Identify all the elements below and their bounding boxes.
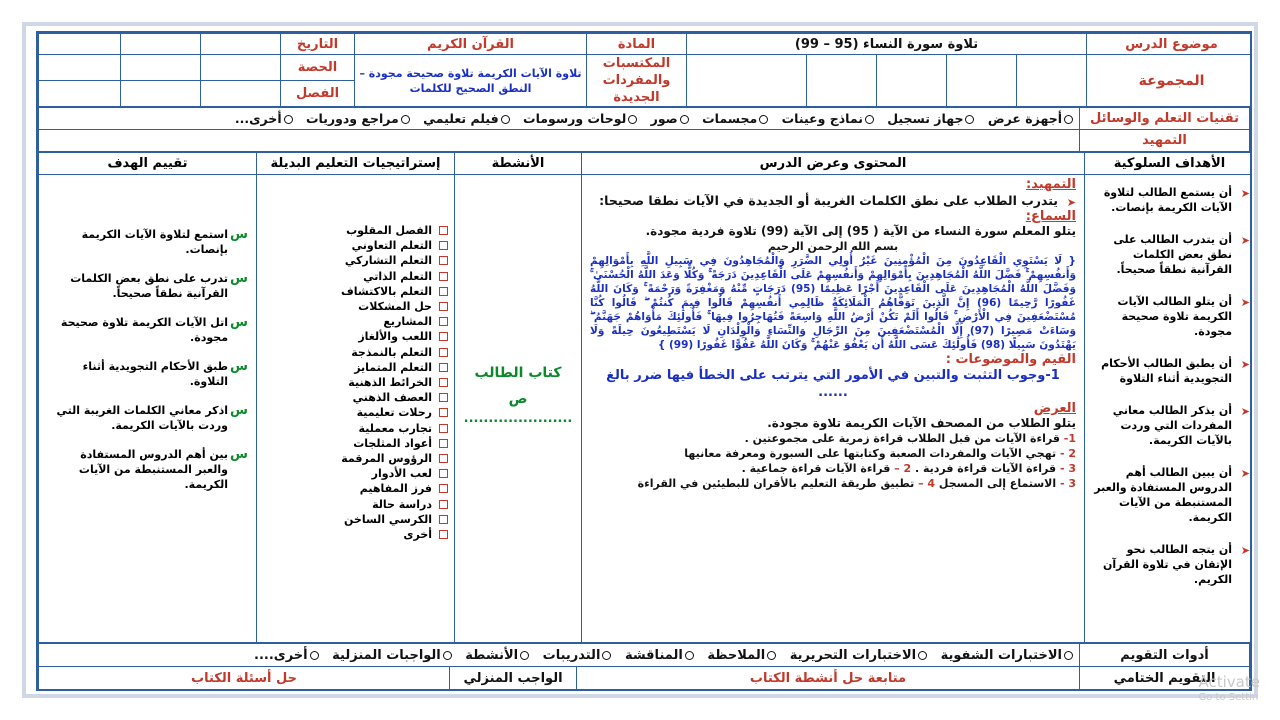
checkbox-icon <box>439 515 448 524</box>
subject-value: القرآن الكريم <box>355 34 587 55</box>
watermark-line-2: Go to Settin <box>1198 692 1259 703</box>
list-item: ➤ أن يتلو الطالب الآيات الكريمة تلاوة صحيحة مجودة. <box>1117 295 1250 338</box>
arrow-bullet-icon: ➤ <box>1240 405 1250 418</box>
class-cell-3[interactable] <box>39 81 121 107</box>
objectives-list <box>1085 175 1252 587</box>
assessment-option[interactable]: الملاحظة <box>707 648 776 663</box>
lesson-content <box>582 175 1084 491</box>
values-title: القيم والموضوعات : <box>945 352 1076 367</box>
footer-table <box>38 643 1250 690</box>
radio-circle-icon <box>685 651 694 660</box>
list-item: س تدرب على نطق بعض الكلمات القرآنية نطقاً صحيحاً. <box>70 271 248 300</box>
homework-label: الواجب المنزلي <box>450 667 577 690</box>
checkbox-icon <box>439 454 448 463</box>
topic-value: تلاوة سورة النساء (95 – 99) <box>687 34 1087 55</box>
assessment-option[interactable]: أخرى.... <box>254 648 319 663</box>
radio-circle-icon <box>965 115 974 124</box>
group-cell-1[interactable] <box>1017 55 1087 107</box>
activities-page-label: ص <box>508 391 528 407</box>
homework-value: حل أسئلة الكتاب <box>39 667 450 690</box>
class-cell-1[interactable] <box>201 81 281 107</box>
step-item: 3 - قراءة الآيات قراءة فردية . 2 – قراءة الآيات قراءة جماعية . <box>741 462 1076 475</box>
checkbox-icon <box>439 469 448 478</box>
arrow-bullet-icon: ➤ <box>1240 544 1250 557</box>
list-item: س طبق الأحكام التجويدية أثناء التلاوة. <box>82 359 248 388</box>
col-strategies-header: إستراتيجيات التعليم البديلة <box>257 153 455 175</box>
radio-circle-icon <box>401 115 410 124</box>
radio-circle-icon <box>759 115 768 124</box>
list-item: ➤ أن يتدرب الطالب على نطق بعض الكلمات القرآنية نطقاً صحيحاً. <box>1113 233 1250 276</box>
subject-label: المادة <box>587 34 687 55</box>
strategy-item[interactable]: التعلم التعاوني <box>267 238 448 253</box>
assessment-label: أدوات التقويم <box>1080 644 1250 667</box>
strategy-item[interactable]: أعواد المثلجات <box>267 436 448 451</box>
strategy-item[interactable]: الرؤوس المرقمة <box>267 451 448 466</box>
radio-circle-icon <box>628 115 637 124</box>
checkbox-icon <box>439 287 448 296</box>
topic-label: موضوع الدرس <box>1087 34 1252 55</box>
presentation-title: العرض <box>1033 401 1076 416</box>
list-item: س اتل الآيات الكريمة تلاوة صحيحة مجودة. <box>60 315 248 344</box>
radio-circle-icon <box>1064 651 1073 660</box>
assessment-option[interactable]: المناقشة <box>625 648 694 663</box>
question-mark: س <box>230 315 248 330</box>
radio-circle-icon <box>1064 115 1073 124</box>
arrow-bullet-icon: ➤ <box>1240 296 1250 309</box>
values-text: 1-وجوب التثبت والتبين في الأمور التي يترتب على الخطأ فيها ضرر بالغ ...... <box>606 368 1060 400</box>
checkbox-icon <box>439 439 448 448</box>
assessment-option[interactable]: الاختبارات الشفوية <box>941 648 1073 663</box>
strategy-item[interactable]: المشاريع <box>267 314 448 329</box>
question-mark: س <box>230 271 248 286</box>
acquired-value: تلاوة الآيات الكريمة تلاوة صحيحة مجودة – النطق الصحيح للكلمات <box>355 55 587 107</box>
col-activities-header: الأنشطة <box>455 153 582 175</box>
tools-table <box>38 107 1250 152</box>
strategy-item[interactable]: رحلات تعليمية <box>267 405 448 420</box>
group-cell-2[interactable] <box>947 55 1017 107</box>
strategy-item[interactable]: التعلم بالنمذجة <box>267 345 448 360</box>
evaluation-cell <box>39 175 257 643</box>
assessment-options <box>39 644 1080 667</box>
evaluation-list <box>39 175 256 492</box>
checkbox-icon <box>439 484 448 493</box>
strategies-list <box>257 175 454 542</box>
presentation-text: يتلو الطلاب من المصحف الآيات الكريمة تلاوة مجودة. <box>767 416 1076 430</box>
final-followup: متابعة حل أنشطة الكتاب <box>577 667 1080 690</box>
tool-option[interactable]: أجهزة عرض <box>988 111 1073 126</box>
arrow-bullet-icon: ➤ <box>1240 358 1250 371</box>
date-cell-3[interactable] <box>39 34 121 55</box>
date-label: التاريخ <box>281 34 355 55</box>
final-eval-label: التقويم الختامي <box>1080 667 1250 690</box>
list-item: ➤ أن يتجه الطالب نحو الإتقان في تلاوة القرآن الكريم. <box>1103 543 1250 586</box>
tool-option[interactable]: مراجع ودوريات <box>306 111 410 126</box>
quran-text: { لَا يَسْتَوِي الْقَاعِدُونَ مِنَ الْمُؤْمِنِينَ غَيْرُ أُولِي الضَّرَرِ وَالْمُجَاهِدُونَ فِي سَبِيلِ اللَّهِ بِأَمْوَالِهِمْ وَأَنفُسِهِمْ ۚ فَضَّلَ اللَّهُ الْمُجَاهِدِينَ بِأَمْوَالِهِمْ وَأَنفُسِهِمْ عَلَى الْقَاعِدِينَ دَرَجَةً ۚ وَكُلًّا وَعَدَ اللَّهُ الْحُسْنَىٰ ۚ وَفَضَّلَ اللَّهُ الْمُجَاهِدِينَ عَلَى الْقَاعِدِينَ أَجْرًا عَظِيمًا (95) دَرَجَاتٍ مِّنْهُ وَمَغْفِرَةً وَرَحْمَةً ۚ وَكَانَ اللَّهُ غَفُورًا رَّحِيمًا (96) إِنَّ الَّذِينَ تَوَفَّاهُمُ الْمَلَائِكَةُ ظَالِمِي أَنفُسِهِمْ قَالُوا فِيمَ كُنتُمْ ۖ قَالُوا كُنَّا مُسْتَضْعَفِينَ فِي الْأَرْضِ ۚ قَالُوا أَلَمْ تَكُنْ أَرْضُ اللَّهِ وَاسِعَةً فَتُهَاجِرُوا فِيهَا ۚ فَأُولَٰئِكَ مَأْوَاهُمْ جَهَنَّمُ ۖ وَسَاءَتْ مَصِيرًا (97) إِلَّا الْمُسْتَضْعَفِينَ مِنَ الرِّجَالِ وَالنِّسَاءِ وَالْوِلْدَانِ لَا يَسْتَطِيعُونَ حِيلَةً وَلَا يَهْتَدُونَ سَبِيلًا (98) فَأُولَٰئِكَ عَسَى اللَّهُ أَن يَعْفُوَ عَنْهُمْ ۚ وَكَانَ اللَّهُ عَفُوًّا غَفُورًا (99) } <box>590 255 1076 351</box>
activities-book: كتاب الطالب <box>474 365 562 381</box>
question-mark: س <box>230 447 248 462</box>
step-item: 2 - تهجي الآيات والمفردات الصعبة وكتابتها على السبورة ومعرفة معانيها <box>684 447 1076 460</box>
strategies-cell <box>257 175 455 643</box>
strategy-item[interactable]: التعلم الذاتي <box>267 269 448 284</box>
list-item: ➤ أن يذكر الطالب معاني المفردات التي وردت بالآيات الكريمة. <box>1112 404 1250 447</box>
intro-title: التمهيد: <box>1026 177 1076 192</box>
group-cell-4[interactable] <box>807 55 877 107</box>
date-cell-2[interactable] <box>121 34 201 55</box>
arrow-bullet-icon: ➤ <box>1240 234 1250 247</box>
list-item: س بين أهم الدروس المستفادة والعبر المستنبطة من الآيات الكريمة. <box>78 447 248 491</box>
question-mark: س <box>230 403 248 418</box>
strategy-item[interactable]: فرز المفاهيم <box>267 481 448 496</box>
activities-block <box>455 175 581 426</box>
content-cell <box>582 175 1085 643</box>
tool-option[interactable]: جهاز تسجيل <box>887 111 974 126</box>
strategy-item[interactable]: العصف الذهني <box>267 390 448 405</box>
radio-circle-icon <box>918 651 927 660</box>
question-mark: س <box>230 359 248 374</box>
listen-text: يتلو المعلم سورة النساء من الآية ( 95) إلى الآية (99) تلاوة فردية مجودة. <box>645 224 1076 238</box>
step-item: 3 - الاستماع إلى المسجل 4 – تطبيق طريقة التعليم بالأقران للبطيئين في القراءة <box>637 477 1076 490</box>
strategy-item[interactable]: التعلم المتمايز <box>267 360 448 375</box>
checkbox-icon <box>439 256 448 265</box>
arrow-bullet-icon: ➤ <box>1240 467 1250 480</box>
group-cell-3[interactable] <box>877 55 947 107</box>
list-item: ➤ أن يبين الطالب أهم الدروس المستفادة والعبر المستنبطة من الآيات الكريمة. <box>1094 466 1250 524</box>
assessment-option[interactable]: التدريبات <box>543 648 612 663</box>
radio-circle-icon <box>865 115 874 124</box>
checkbox-icon <box>439 424 448 433</box>
tool-option[interactable]: أخرى... <box>235 111 293 126</box>
radio-circle-icon <box>443 651 452 660</box>
col-objectives-header: الأهداف السلوكية <box>1085 153 1253 175</box>
assessment-option[interactable]: الأنشطة <box>465 648 529 663</box>
period-cell-2[interactable] <box>121 55 201 81</box>
group-cell-5[interactable] <box>687 55 807 107</box>
intro-text: يتدرب الطلاب على نطق الكلمات الغريبة أو الجديدة في الآيات نطقا صحيحا: <box>599 193 1058 208</box>
checkbox-icon <box>439 226 448 235</box>
checkbox-icon <box>439 348 448 357</box>
tool-option[interactable]: مجسمات <box>702 111 768 126</box>
assessment-option[interactable]: الاختبارات التحريرية <box>790 648 927 663</box>
tools-options <box>39 108 1080 130</box>
date-cell-1[interactable] <box>201 34 281 55</box>
tool-option[interactable]: لوحات ورسومات <box>523 111 637 126</box>
strategy-item[interactable]: التعلم التشاركي <box>267 253 448 268</box>
strategy-item[interactable]: اللعب والألغاز <box>267 329 448 344</box>
tool-option[interactable]: فيلم تعليمي <box>423 111 510 126</box>
strategy-item[interactable]: تجارب معملية <box>267 421 448 436</box>
checkbox-icon <box>439 241 448 250</box>
lesson-plan-sheet <box>36 31 1252 691</box>
header-table <box>38 33 1252 107</box>
radio-circle-icon <box>284 115 293 124</box>
page-frame <box>22 22 1258 698</box>
acquired-label: المكتسبات والمفردات الجديدة <box>587 55 687 107</box>
checkbox-icon <box>439 408 448 417</box>
objectives-cell <box>1085 175 1253 643</box>
strategy-item[interactable]: أخرى <box>267 527 448 542</box>
radio-circle-icon <box>680 115 689 124</box>
list-item: س اذكر معاني الكلمات الغريبة التي وردت بالآيات الكريمة. <box>56 403 248 432</box>
period-label: الحصة <box>281 55 355 81</box>
question-mark: س <box>230 227 248 242</box>
activities-cell <box>455 175 582 643</box>
checkbox-icon <box>439 363 448 372</box>
radio-circle-icon <box>310 651 319 660</box>
list-item: ➤ أن يستمع الطالب لتلاوة الآيات الكريمة بإنصات. <box>1103 186 1250 214</box>
list-item: ➤ أن يطبق الطالب الأحكام التجويدية أثناء التلاوة <box>1101 357 1250 385</box>
watermark-line-1: Activate <box>1198 673 1260 691</box>
class-label: الفصل <box>281 81 355 107</box>
checkbox-icon <box>439 272 448 281</box>
strategy-item[interactable]: التعلم بالاكتشاف <box>267 284 448 299</box>
strategy-item[interactable]: الكرسي الساخن <box>267 512 448 527</box>
step-item: 1- قراءة الآيات من قبل الطلاب قراءة زمرية على مجموعتين . <box>744 432 1076 445</box>
checkbox-icon <box>439 332 448 341</box>
checkbox-icon <box>439 302 448 311</box>
listen-title: السماع: <box>1025 209 1076 224</box>
strategy-item[interactable]: دراسة حالة <box>267 497 448 512</box>
period-cell-1[interactable] <box>201 55 281 81</box>
main-table <box>38 152 1252 643</box>
group-label: المجموعة <box>1087 55 1252 107</box>
intro-row-label: التمهيد <box>1080 130 1250 152</box>
checkbox-icon <box>439 317 448 326</box>
strategy-item[interactable]: حل المشكلات <box>267 299 448 314</box>
activities-page-blank[interactable]: ...................... <box>463 411 573 426</box>
assessment-option[interactable]: الواجبات المنزلية <box>332 648 452 663</box>
class-cell-2[interactable] <box>121 81 201 107</box>
basmala: بسم الله الرحمن الرحيم <box>767 240 899 253</box>
radio-circle-icon <box>767 651 776 660</box>
arrow-bullet-icon: ➤ <box>1240 187 1250 200</box>
col-content-header: المحتوى وعرض الدرس <box>582 153 1085 175</box>
list-item: س استمع لتلاوة الآيات الكريمة بإنصات. <box>81 227 248 256</box>
strategy-item[interactable]: الفصل المقلوب <box>267 223 448 238</box>
checkbox-icon <box>439 500 448 509</box>
period-cell-3[interactable] <box>39 55 121 81</box>
steps-list <box>590 431 1076 491</box>
activation-watermark <box>1199 674 1260 706</box>
tools-label: تقنيات التعلم والوسائل <box>1080 108 1250 130</box>
checkbox-icon <box>439 530 448 539</box>
strategy-item[interactable]: لعب الأدوار <box>267 466 448 481</box>
radio-circle-icon <box>501 115 510 124</box>
intro-row-cell[interactable] <box>39 130 1080 152</box>
checkbox-icon <box>439 393 448 402</box>
col-evaluation-header: تقييم الهدف <box>39 153 257 175</box>
checkbox-icon <box>439 378 448 387</box>
tool-option[interactable]: نماذج وعينات <box>782 111 874 126</box>
intro-text-block <box>590 192 1076 209</box>
strategy-item[interactable]: الخرائط الذهنية <box>267 375 448 390</box>
radio-circle-icon <box>602 651 611 660</box>
tool-option[interactable]: صور <box>651 111 689 126</box>
radio-circle-icon <box>520 651 529 660</box>
arrow-bullet-icon: ➤ <box>1066 196 1076 209</box>
